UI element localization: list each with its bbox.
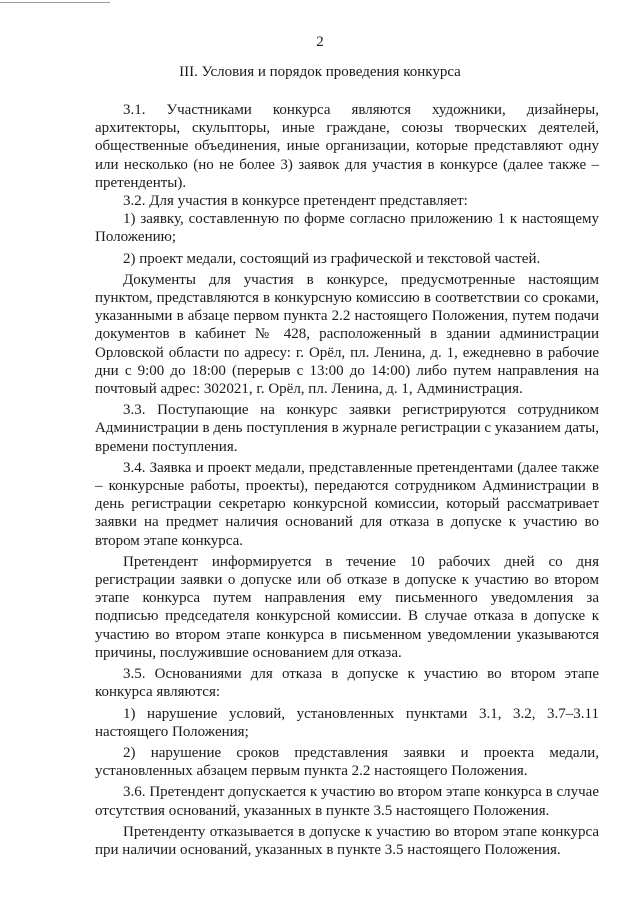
list-item-application: 1) заявку, составленную по форме согласно приложению 1 к настоящему Положению; bbox=[95, 211, 599, 246]
list-item-violation-conditions: 1) нарушение условий, установленных пунктами 3.1, 3.2, 3.7–3.11 настоящего Положения; bbox=[95, 705, 599, 740]
paragraph-3-5: 3.5. Основаниями для отказа в допуске к участию во втором этапе конкурса являются: bbox=[95, 666, 599, 701]
section-title: III. Условия и порядок проведения конкурса bbox=[179, 64, 461, 80]
paragraph-3-6: 3.6. Претендент допускается к участию во втором этапе конкурса в случае отсутствия оснований, указанных в пункте 3.5 настоящего Положения. bbox=[95, 784, 599, 819]
paragraph-3-4: 3.4. Заявка и проект медали, представленные претендентами (далее также – конкурсные работы, проекты), передаются сотрудником Администрации в день регистрации секретарю конкурсной комиссии, который рассматривает заявки на предмет наличия оснований для отказа в допуске к участию во втором этапе конкурса. bbox=[95, 459, 599, 549]
document-body bbox=[95, 101, 599, 859]
paragraph-3-2: 3.2. Для участия в конкурсе претендент представляет: bbox=[123, 193, 468, 210]
paragraph-3-3: 3.3. Поступающие на конкурс заявки регистрируются сотрудником Администрации в день поступления в журнале регистрации с указанием даты, времени поступления. bbox=[95, 402, 599, 455]
list-item-violation-deadlines: 2) нарушение сроков представления заявки и проекта медали, установленных абзацем первым пункта 2.2 настоящего Положения. bbox=[95, 744, 599, 780]
list-item-medal-project: 2) проект медали, состоящий из графической и текстовой частей. bbox=[123, 250, 541, 267]
paragraph-notification: Претендент информируется в течение 10 рабочих дней со дня регистрации заявки о допуске или об отказе в допуске к участию во втором этапе конкурса путем направления ему письменного уведомления за подписью председателя конкурсной комиссии. В случае отказа в допуске к участию во втором этапе конкурса в письменном уведомлении указываются причины, послужившие основанием для отказа. bbox=[95, 553, 599, 661]
paragraph-documents: Документы для участия в конкурсе, предусмотренные настоящим пунктом, представляются в конкурсную комиссию в соответствии со сроками, указанными в абзаце первом пункта 2.2 настоящего Положения, путем подачи документов в кабинет № 428, расположенный в здании администрации Орловской области по адресу: г. Орёл, пл. Ленина, д. 1, ежедневно в рабочие дни с 9:00 до 18:00 (перерыв с 13:00 до 14:00) либо путем направления на почтовый адрес: 302021, г. Орёл, пл. Ленина, д. 1, Администрация. bbox=[95, 271, 599, 398]
paragraph-3-1: 3.1. Участниками конкурса являются художники, дизайнеры, архитекторы, скульпторы, иные граждане, союзы творческих деятелей, общественные объединения, иные организации, которые представляют одну или несколько (но не более 3) заявок для участия в конкурсе (далее также – претенденты). bbox=[95, 102, 599, 191]
paragraph-refusal: Претенденту отказывается в допуске к участию во втором этапе конкурса при наличии оснований, указанных в пункте 3.5 настоящего Положения. bbox=[95, 823, 599, 858]
page-number: 2 bbox=[316, 34, 324, 50]
scan-edge-line bbox=[0, 2, 110, 3]
